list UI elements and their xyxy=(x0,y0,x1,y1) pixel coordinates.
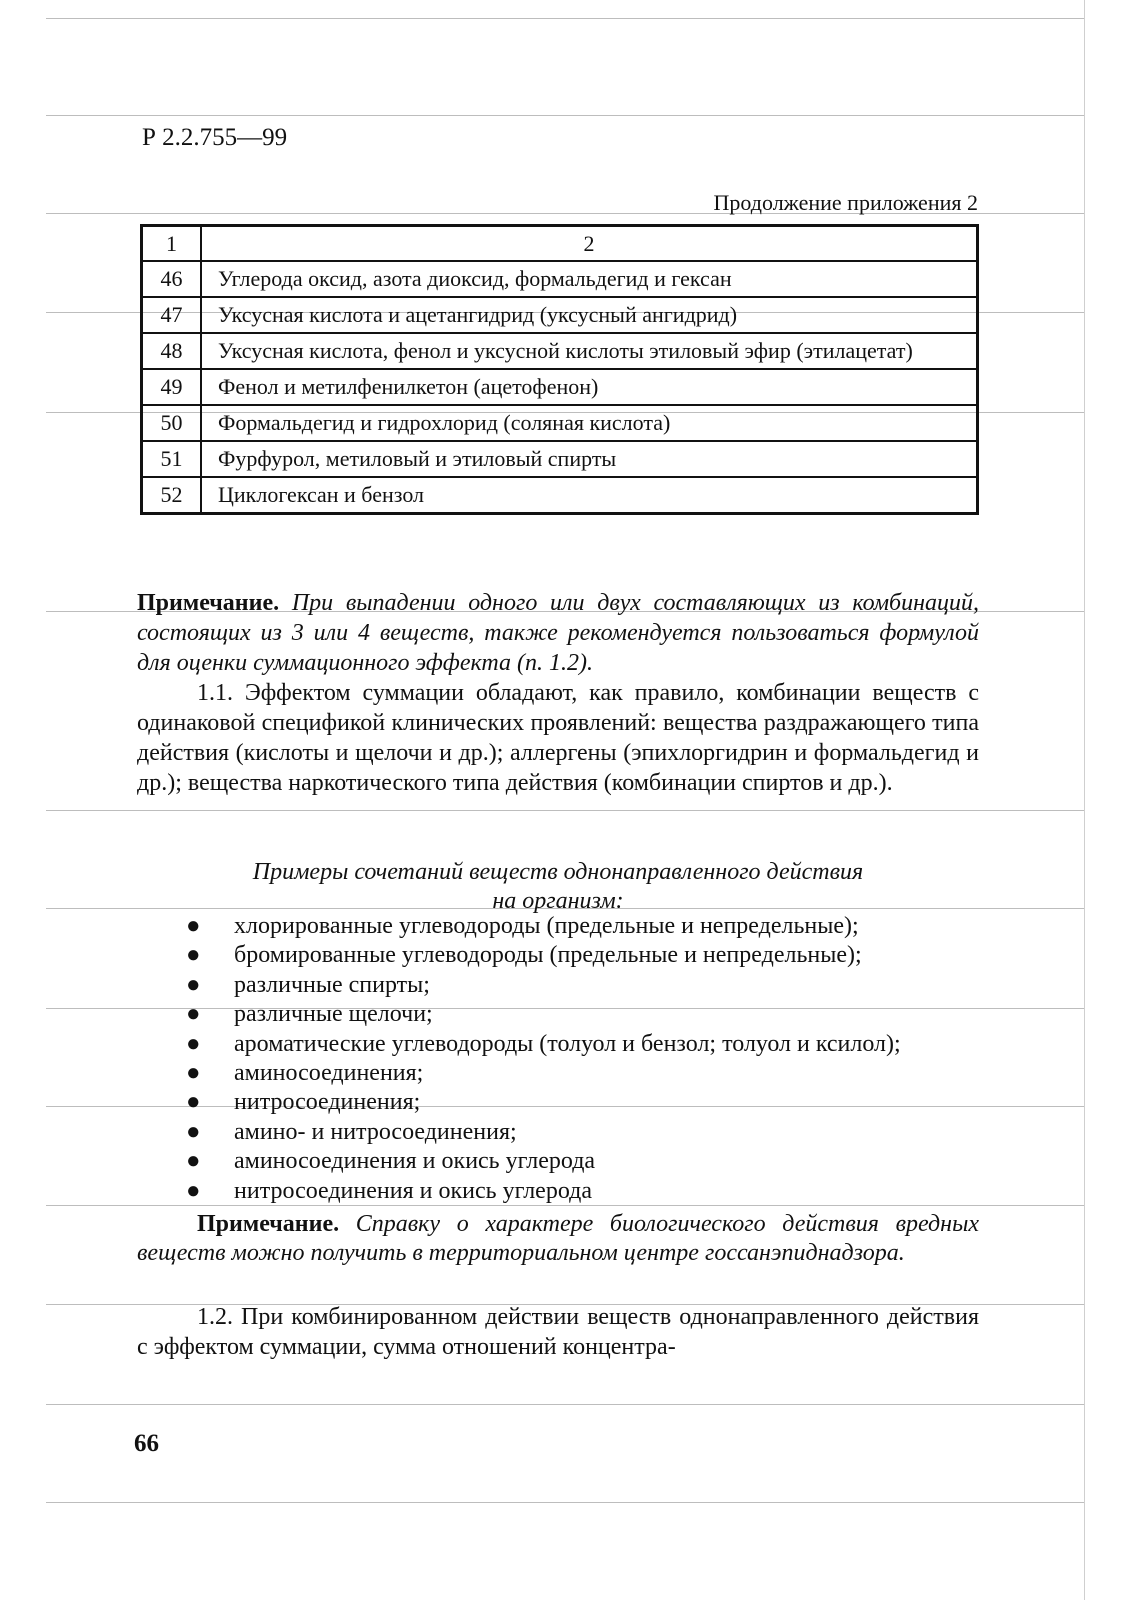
examples-heading-line1: Примеры сочетаний веществ однонаправленного действия xyxy=(252,859,864,885)
table-note xyxy=(137,588,979,678)
list-item xyxy=(186,1177,901,1206)
table-row xyxy=(142,297,978,333)
bullet-icon: ● xyxy=(186,1001,201,1028)
list-item xyxy=(186,1147,901,1176)
list-item xyxy=(186,941,901,970)
bullet-icon: ● xyxy=(186,1118,201,1145)
table-row xyxy=(142,261,978,297)
bullet-icon: ● xyxy=(186,1030,201,1057)
scan-margin-line xyxy=(1084,0,1085,1600)
list-item-text: нитросоединения; xyxy=(234,1089,421,1116)
row-number: 52 xyxy=(142,477,202,514)
list-item xyxy=(186,1059,901,1088)
scan-line xyxy=(46,18,1084,19)
table-row xyxy=(142,405,978,441)
examples-heading-line2: на организм: xyxy=(492,888,624,914)
paragraph-1-1: 1.1. Эффектом суммации обладают, как правило, комбинации веществ с одинаковой спецификой клинических проявлений: вещества раздражающего типа действия (кислоты и щелочи и др.); аллергены (эпихлоргидрин и формальдегид и др.); вещества наркотического типа действия (комбинации спиртов и др.). xyxy=(137,680,979,796)
row-number: 47 xyxy=(142,297,202,333)
list-item-text: хлорированные углеводороды (предельные и непредельные); xyxy=(234,913,859,939)
list-item-text: амино- и нитросоединения; xyxy=(234,1118,517,1145)
row-text: Фурфурол, метиловый и этиловый спирты xyxy=(201,441,978,477)
note-text: При выпадении одного или двух составляющих из комбинаций, состоящих из 3 или 4 веществ, также рекомендуется пользоваться формулой для оценки суммационного эффекта (п. 1.2). xyxy=(137,590,980,676)
bullet-icon: ● xyxy=(186,1148,201,1175)
list-item xyxy=(186,912,901,941)
note-label: Примечание. xyxy=(137,590,280,616)
biological-action-note xyxy=(137,1210,979,1268)
table-row xyxy=(142,441,978,477)
examples-heading xyxy=(137,858,979,916)
list-item xyxy=(186,1118,901,1147)
row-text: Фенол и метилфенилкетон (ацетофенон) xyxy=(201,369,978,405)
list-item-text: аминосоединения и окись углерода xyxy=(234,1148,596,1175)
list-item-text: нитросоединения и окись углерода xyxy=(234,1177,592,1204)
scan-line xyxy=(46,1502,1084,1503)
bullet-icon: ● xyxy=(186,1059,201,1086)
scan-line xyxy=(46,810,1084,811)
table-header-col1: 1 xyxy=(142,226,202,262)
list-item-text: различные щелочи; xyxy=(234,1001,433,1028)
row-text: Уксусная кислота, фенол и уксусной кислоты этиловый эфир (этилацетат) xyxy=(201,333,978,369)
list-item-text: бромированные углеводороды (предельные и непредельные); xyxy=(234,942,862,969)
document-code: Р 2.2.755—99 xyxy=(142,124,288,151)
table-header-col2: 2 xyxy=(201,226,978,262)
list-item xyxy=(186,971,901,1000)
row-number: 49 xyxy=(142,369,202,405)
row-text: Уксусная кислота и ацетангидрид (уксусный ангидрид) xyxy=(201,297,978,333)
table-row xyxy=(142,477,978,514)
substances-table xyxy=(140,224,979,515)
row-number: 51 xyxy=(142,441,202,477)
continuation-label: Продолжение приложения 2 xyxy=(713,190,978,215)
table-row xyxy=(142,369,978,405)
bullet-icon: ● xyxy=(186,971,201,998)
list-item-text: различные спирты; xyxy=(234,971,430,998)
list-item xyxy=(186,1000,901,1029)
table-row xyxy=(142,333,978,369)
row-text: Углерода оксид, азота диоксид, формальдегид и гексан xyxy=(201,261,978,297)
page-number: 66 xyxy=(134,1430,159,1457)
row-number: 50 xyxy=(142,405,202,441)
examples-list xyxy=(186,912,901,1206)
list-item-text: аминосоединения; xyxy=(234,1059,424,1086)
list-item xyxy=(186,1088,901,1117)
row-text: Формальдегид и гидрохлорид (соляная кислота) xyxy=(201,405,978,441)
row-number: 48 xyxy=(142,333,202,369)
bullet-icon: ● xyxy=(186,1089,201,1116)
paragraph-1-2: 1.2. При комбинированном действии веществ однонаправленного действия с эффектом суммации, сумма отношений концентра- xyxy=(137,1304,979,1360)
note-text: Справку о характере биологического действия вредных веществ можно получить в территориальном центре госсанэпиднадзора. xyxy=(137,1211,979,1266)
bullet-icon: ● xyxy=(186,1177,201,1204)
scan-line xyxy=(46,115,1084,116)
note-label: Примечание. xyxy=(197,1211,340,1237)
row-number: 46 xyxy=(142,261,202,297)
list-item xyxy=(186,1030,901,1059)
table-header-row xyxy=(142,226,978,262)
scan-line xyxy=(46,1404,1084,1405)
bullet-icon: ● xyxy=(186,913,201,939)
bullet-icon: ● xyxy=(186,942,201,969)
row-text: Циклогексан и бензол xyxy=(201,477,978,514)
list-item-text: ароматические углеводороды (толуол и бензол; толуол и ксилол); xyxy=(234,1030,901,1057)
